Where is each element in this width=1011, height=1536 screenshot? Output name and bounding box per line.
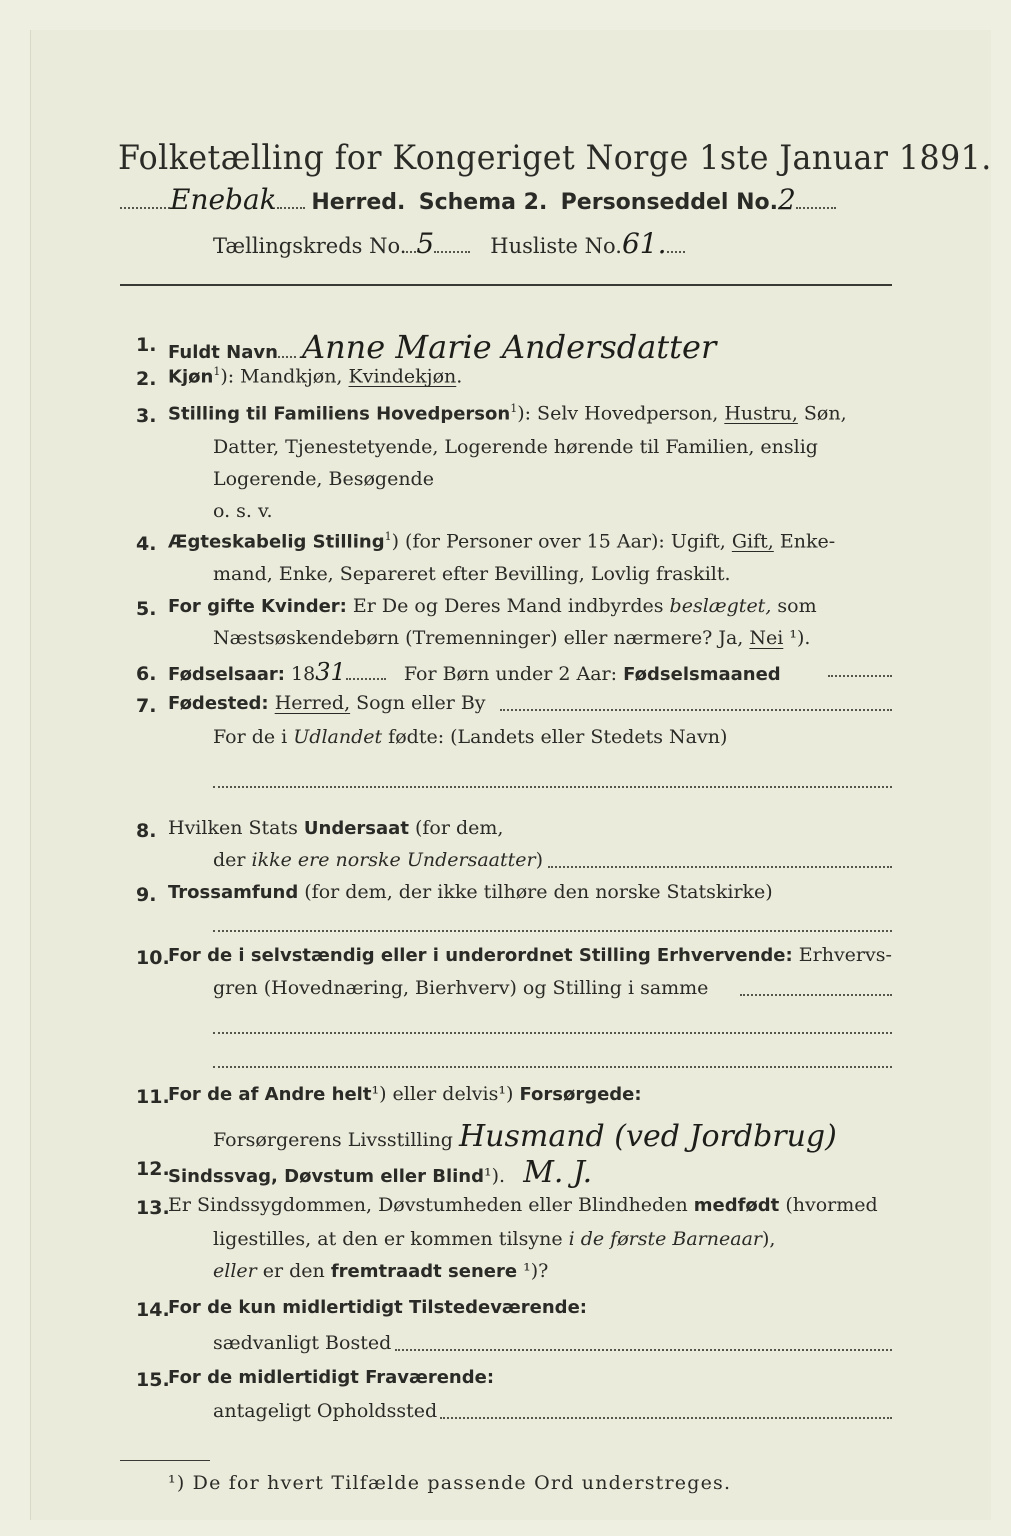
item-9-number: 9. bbox=[136, 884, 157, 906]
supported-bold: Forsørgede: bbox=[519, 1084, 642, 1105]
sex-options: ): Mandkjøn, bbox=[220, 365, 349, 388]
birth-month-label: Fødselsmaaned bbox=[623, 664, 781, 685]
item-4-number: 4. bbox=[136, 533, 157, 555]
marital-status-options-a: ) (for Personer over 15 Aar): Ugift, bbox=[391, 530, 732, 553]
citizenship-line2-italic: ikke ere norske Undersaatter bbox=[251, 849, 536, 871]
footnote: ¹) De for hvert Tilfælde passende Ord understreges. bbox=[168, 1472, 732, 1494]
infant-question: For Børn under 2 Aar: bbox=[403, 663, 618, 685]
citizenship-line2-prefix: der bbox=[213, 849, 252, 871]
item-1-number: 1. bbox=[136, 334, 157, 356]
header-herred-row bbox=[120, 183, 836, 217]
citizenship-line2-tail: ) bbox=[535, 849, 543, 871]
supporter-occupation-value: Husmand (ved Jordbrug) bbox=[459, 1119, 837, 1154]
congenital-question-b: (hvormed bbox=[779, 1194, 878, 1216]
header-rule bbox=[120, 284, 892, 286]
sex-tail: . bbox=[456, 365, 463, 388]
herred-label: Herred. bbox=[311, 190, 406, 215]
item-10-number: 10. bbox=[136, 947, 170, 969]
husliste-label: Husliste No. bbox=[490, 234, 622, 258]
schema-label: Schema 2. bbox=[418, 190, 548, 215]
disability-label: Sindssvag, Døvstum eller Blind bbox=[168, 1166, 484, 1187]
husliste-value: 61. bbox=[621, 227, 667, 260]
item-8-line-2 bbox=[213, 849, 543, 871]
item-15-number: 15. bbox=[136, 1369, 170, 1391]
item-15-row bbox=[168, 1366, 494, 1388]
personseddel-label: Personseddel No. bbox=[560, 190, 778, 215]
item-10-row bbox=[168, 944, 892, 966]
family-position-options-b: Søn, bbox=[797, 402, 847, 425]
married-women-question-a: Er De og Deres Mand indbyrdes bbox=[346, 595, 670, 617]
birthplace-selected: Herred, bbox=[274, 692, 351, 714]
disability-value: M. J. bbox=[523, 1155, 593, 1190]
kreds-label: Tællingskreds No. bbox=[213, 234, 407, 258]
religion-question: (for dem, der ikke tilhøre den norske Statskirke) bbox=[298, 881, 773, 903]
item-3-line-4: o. s. v. bbox=[213, 500, 273, 522]
header-kreds-row bbox=[213, 227, 685, 260]
religion-dotline bbox=[213, 930, 892, 932]
birth-month-dotline bbox=[828, 675, 892, 677]
item-11-row bbox=[168, 1083, 642, 1105]
item-8-row bbox=[168, 817, 503, 839]
abroad-italic: Udlandet bbox=[293, 726, 383, 748]
item-14-line-2: sædvanligt Bosted bbox=[213, 1332, 392, 1354]
citizenship-label: Undersaat bbox=[303, 818, 409, 839]
congenital-line3-a: er den bbox=[256, 1260, 331, 1282]
item-12-number: 12. bbox=[136, 1158, 170, 1180]
item-5-line-2 bbox=[213, 627, 810, 649]
abroad-dotline bbox=[213, 786, 892, 788]
kinship-selected: Nei bbox=[749, 627, 784, 649]
presumed-residence-dotline bbox=[440, 1417, 892, 1419]
congenital-question-a: Er Sindssygdommen, Døvstumheden eller Blindheden bbox=[168, 1194, 694, 1216]
item-6-row bbox=[168, 658, 781, 686]
item-10-line-2: gren (Hovednæring, Bierhverv) og Stilling i samme bbox=[213, 977, 709, 999]
temporary-present-label: For de kun midlertidigt Tilstedeværende: bbox=[168, 1297, 587, 1318]
item-15-line-2: antageligt Opholdssted bbox=[213, 1400, 438, 1422]
item-14-number: 14. bbox=[136, 1299, 170, 1321]
citizenship-condition: (for dem, bbox=[408, 817, 504, 839]
item-9-row bbox=[168, 881, 773, 903]
item-13-number: 13. bbox=[136, 1197, 170, 1219]
congenital-line2-b: ), bbox=[762, 1228, 776, 1250]
disability-mark: ¹). bbox=[483, 1165, 506, 1187]
congenital-bold: medfødt bbox=[693, 1195, 780, 1216]
item-1-row bbox=[168, 328, 716, 366]
usual-residence-dotline bbox=[395, 1349, 892, 1351]
congenital-line3-tail: ¹)? bbox=[517, 1260, 549, 1282]
item-2-number: 2. bbox=[136, 368, 157, 390]
married-women-label: For gifte Kvinder: bbox=[168, 596, 347, 617]
citizenship-prefix: Hvilken Stats bbox=[168, 817, 304, 839]
kreds-value: 5 bbox=[416, 227, 435, 260]
family-position-options-a: ): Selv Hovedperson, bbox=[517, 402, 725, 425]
family-position-label: Stilling til Familiens Hovedperson bbox=[168, 403, 511, 425]
item-5-row bbox=[168, 595, 817, 617]
item-3-line-2: Datter, Tjenestetyende, Logerende hørende til Familien, enslig bbox=[213, 436, 818, 458]
item-6-number: 6. bbox=[136, 663, 157, 685]
religion-label: Trossamfund bbox=[168, 882, 299, 903]
abroad-question: fødte: (Landets eller Stedets Navn) bbox=[382, 726, 728, 748]
full-name-label: Fuldt Navn bbox=[168, 342, 278, 363]
birth-year-label: Fødselsaar: bbox=[168, 664, 285, 685]
item-7-number: 7. bbox=[136, 695, 157, 717]
occupation-bold: Erhvervende: bbox=[656, 945, 793, 966]
kinship-tail: ¹). bbox=[783, 627, 811, 649]
marital-status-footnote-mark: 1 bbox=[384, 530, 392, 543]
item-13-line-2 bbox=[213, 1228, 775, 1250]
item-13-row bbox=[168, 1194, 878, 1216]
item-12-row bbox=[168, 1155, 592, 1190]
citizenship-dotline bbox=[548, 866, 892, 868]
congenital-line3-bold: fremtraadt senere bbox=[330, 1261, 518, 1282]
item-3-line-3: Logerende, Besøgende bbox=[213, 468, 434, 490]
footnote-rule bbox=[120, 1460, 210, 1461]
item-11-line-2 bbox=[213, 1119, 837, 1154]
birthplace-label: Fødested: bbox=[168, 693, 269, 714]
sex-label: Kjøn bbox=[168, 366, 214, 388]
congenital-line2-a: ligestilles, at den er kommen tilsyne bbox=[213, 1228, 569, 1250]
married-women-question-italic: beslægtet, bbox=[669, 595, 772, 617]
supported-mark: ¹) bbox=[498, 1083, 520, 1105]
supporter-occupation-label: Forsørgerens Livsstilling bbox=[213, 1129, 453, 1151]
item-7-row bbox=[168, 692, 486, 714]
marital-status-selected: Gift, bbox=[731, 530, 774, 553]
item-5-number: 5. bbox=[136, 598, 157, 620]
form-title: Folketælling for Kongeriget Norge 1ste Januar 1891. bbox=[118, 138, 992, 178]
herred-value: Enebak bbox=[170, 183, 277, 216]
sex-footnote-mark: 1 bbox=[213, 365, 221, 378]
sex-selected: Kvindekjøn bbox=[348, 365, 457, 388]
item-2-row bbox=[168, 365, 462, 387]
married-women-question-b: som bbox=[771, 595, 817, 617]
full-name-value: Anne Marie Andersdatter bbox=[301, 328, 717, 366]
item-4-row bbox=[168, 530, 835, 552]
birth-year-prefix: 18 bbox=[285, 663, 316, 685]
marital-status-options-b: Enke- bbox=[773, 530, 836, 553]
occupation-dotline-2 bbox=[213, 1032, 892, 1034]
item-7-line-2 bbox=[213, 726, 727, 748]
item-3-row bbox=[168, 402, 847, 424]
abroad-prefix: For de i bbox=[213, 726, 294, 748]
personseddel-value: 2 bbox=[777, 183, 796, 216]
item-13-line-3 bbox=[213, 1260, 548, 1282]
family-position-selected: Hustru, bbox=[724, 402, 798, 425]
item-11-number: 11. bbox=[136, 1086, 170, 1108]
item-3-number: 3. bbox=[136, 405, 157, 427]
congenital-line3-italic: eller bbox=[213, 1260, 257, 1282]
congenital-line2-italic: i de første Barneaar bbox=[568, 1228, 762, 1250]
temporary-absent-label: For de midlertidigt Fraværende: bbox=[168, 1367, 495, 1388]
occupation-label: For de i selvstændig eller i underordnet Stilling bbox=[168, 945, 651, 966]
occupation-tail: Erhvervs- bbox=[792, 944, 892, 966]
supported-partly: ¹) eller delvis bbox=[371, 1083, 499, 1105]
supported-label: For de af Andre helt bbox=[168, 1084, 372, 1105]
marital-status-label: Ægteskabelig Stilling bbox=[168, 531, 385, 553]
item-4-line-2: mand, Enke, Separeret efter Bevilling, Lovlig fraskilt. bbox=[213, 563, 731, 585]
item-8-number: 8. bbox=[136, 820, 157, 842]
family-position-footnote-mark: 1 bbox=[510, 402, 518, 415]
birthplace-options: Sogn eller By bbox=[350, 692, 486, 714]
birth-year-value: 31 bbox=[315, 658, 346, 686]
birthplace-dotline bbox=[500, 709, 892, 711]
item-14-row bbox=[168, 1296, 587, 1318]
occupation-dotline-1 bbox=[740, 994, 892, 996]
kinship-question: Næstsøskendebørn (Tremenninger) eller nærmere? Ja, bbox=[213, 627, 750, 649]
occupation-dotline-3 bbox=[213, 1066, 892, 1068]
